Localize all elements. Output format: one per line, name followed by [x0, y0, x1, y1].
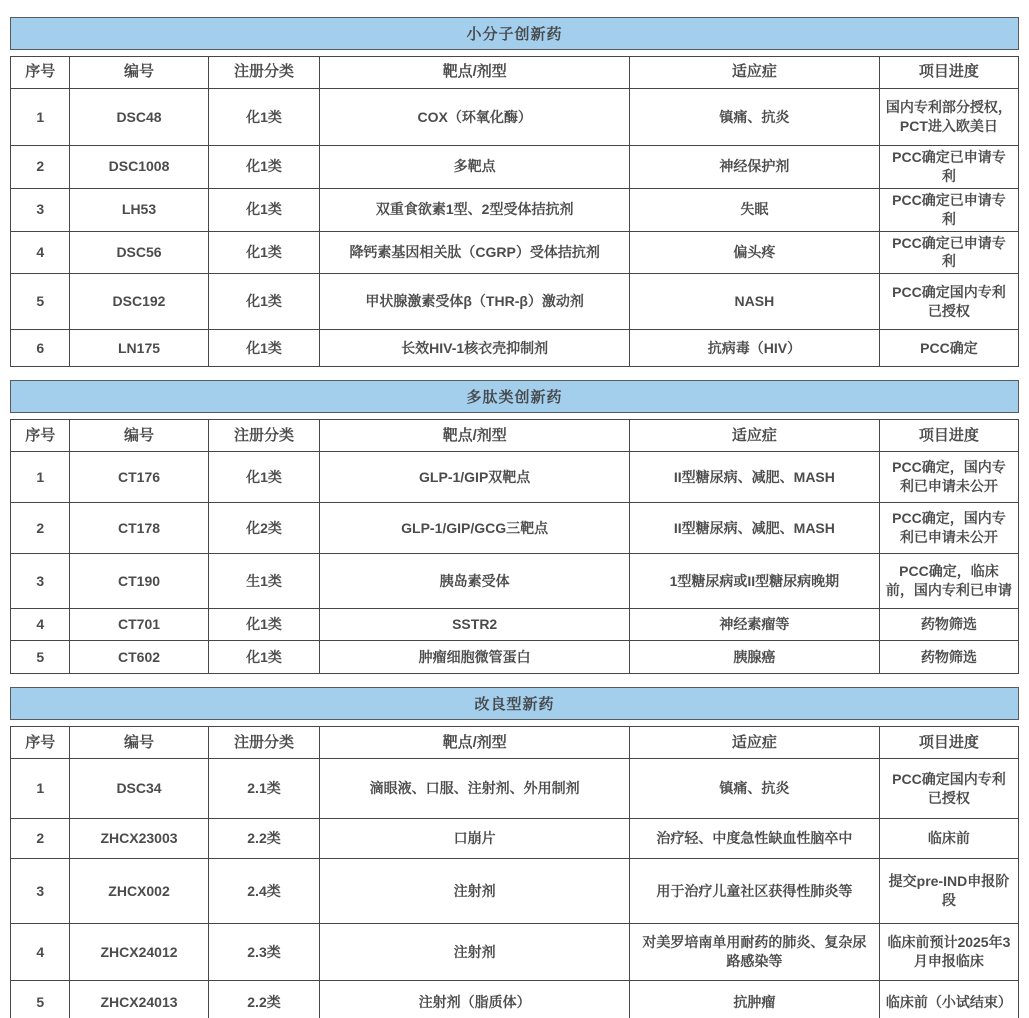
column-header-progress: 项目进度: [879, 57, 1018, 89]
header-row: [11, 420, 1019, 452]
table-cell: 1型糖尿病或II型糖尿病晚期: [629, 554, 879, 609]
table-row: [11, 981, 1019, 1018]
table-cell: LN175: [70, 330, 208, 367]
table-cell: 神经保护剂: [629, 146, 879, 189]
table-cell: 化1类: [208, 188, 320, 231]
table-cell: 镇痛、抗炎: [629, 89, 879, 146]
table-cell: 注射剂（脂质体）: [320, 981, 629, 1018]
column-header-code: 编号: [70, 57, 208, 89]
section-peptide: [10, 380, 1019, 674]
table-cell: DSC56: [70, 231, 208, 274]
table-cell: 偏头疼: [629, 231, 879, 274]
table-cell: 药物筛选: [879, 641, 1018, 674]
table-row: [11, 554, 1019, 609]
table-cell: 化1类: [208, 231, 320, 274]
improved-drug-table: [10, 726, 1019, 1018]
table-cell: 3: [11, 188, 70, 231]
table-row: [11, 274, 1019, 330]
table-cell: 4: [11, 231, 70, 274]
table-cell: PCC确定已申请专利: [879, 188, 1018, 231]
table-row: [11, 609, 1019, 641]
table-cell: 5: [11, 641, 70, 674]
table-cell: GLP-1/GIP/GCG三靶点: [320, 503, 629, 554]
column-header-code: 编号: [70, 420, 208, 452]
table-cell: 1: [11, 759, 70, 819]
table-cell: 口崩片: [320, 819, 629, 859]
table-cell: ZHCX002: [70, 859, 208, 924]
table-cell: 抗肿瘤: [629, 981, 879, 1018]
table-cell: 治疗轻、中度急性缺血性脑卒中: [629, 819, 879, 859]
table-cell: PCC确定，临床前，国内专利已申请: [879, 554, 1018, 609]
table-row: [11, 146, 1019, 189]
table-cell: 胰岛素受体: [320, 554, 629, 609]
table-cell: 2.1类: [208, 759, 320, 819]
table-cell: 长效HIV-1核衣壳抑制剂: [320, 330, 629, 367]
table-cell: 多靶点: [320, 146, 629, 189]
table-cell: 1: [11, 452, 70, 503]
table-cell: DSC192: [70, 274, 208, 330]
table-cell: ZHCX24012: [70, 924, 208, 981]
table-cell: 2: [11, 503, 70, 554]
table-row: [11, 641, 1019, 674]
table-cell: 化2类: [208, 503, 320, 554]
column-header-reg-class: 注册分类: [208, 420, 320, 452]
column-header-target: 靶点/剂型: [320, 420, 629, 452]
table-cell: 化1类: [208, 146, 320, 189]
table-cell: 降钙素基因相关肽（CGRP）受体拮抗剂: [320, 231, 629, 274]
column-header-index: 序号: [11, 727, 70, 759]
header-row: [11, 727, 1019, 759]
table-cell: II型糖尿病、减肥、MASH: [629, 452, 879, 503]
column-header-target: 靶点/剂型: [320, 727, 629, 759]
table-cell: 胰腺癌: [629, 641, 879, 674]
table-cell: 2: [11, 819, 70, 859]
table-cell: PCC确定已申请专利: [879, 231, 1018, 274]
table-cell: 3: [11, 859, 70, 924]
table-cell: LH53: [70, 188, 208, 231]
table-cell: 6: [11, 330, 70, 367]
table-cell: 神经素瘤等: [629, 609, 879, 641]
table-cell: CT190: [70, 554, 208, 609]
column-header-index: 序号: [11, 420, 70, 452]
table-cell: CT176: [70, 452, 208, 503]
table-cell: DSC1008: [70, 146, 208, 189]
table-cell: 甲状腺激素受体β（THR-β）激动剂: [320, 274, 629, 330]
column-header-reg-class: 注册分类: [208, 57, 320, 89]
table-cell: CT602: [70, 641, 208, 674]
table-title-peptide: 多肽类创新药: [10, 380, 1019, 413]
table-cell: 化1类: [208, 641, 320, 674]
table-cell: 国内专利部分授权，PCT进入欧美日: [879, 89, 1018, 146]
table-row: [11, 89, 1019, 146]
column-header-indication: 适应症: [629, 420, 879, 452]
table-cell: II型糖尿病、减肥、MASH: [629, 503, 879, 554]
table-cell: DSC48: [70, 89, 208, 146]
column-header-target: 靶点/剂型: [320, 57, 629, 89]
table-cell: PCC确定国内专利已授权: [879, 759, 1018, 819]
peptide-table: [10, 419, 1019, 674]
table-cell: 注射剂: [320, 859, 629, 924]
table-row: [11, 330, 1019, 367]
table-cell: 5: [11, 274, 70, 330]
table-cell: NASH: [629, 274, 879, 330]
table-cell: GLP-1/GIP双靶点: [320, 452, 629, 503]
table-row: [11, 188, 1019, 231]
table-cell: 化1类: [208, 452, 320, 503]
table-row: [11, 503, 1019, 554]
table-row: [11, 924, 1019, 981]
table-cell: 2.2类: [208, 819, 320, 859]
table-cell: PCC确定，国内专利已申请未公开: [879, 503, 1018, 554]
table-row: [11, 819, 1019, 859]
table-cell: 失眠: [629, 188, 879, 231]
table-cell: PCC确定国内专利已授权: [879, 274, 1018, 330]
table-cell: CT178: [70, 503, 208, 554]
table-cell: 滴眼液、口服、注射剂、外用制剂: [320, 759, 629, 819]
table-cell: 化1类: [208, 89, 320, 146]
column-header-progress: 项目进度: [879, 420, 1018, 452]
column-header-indication: 适应症: [629, 727, 879, 759]
table-cell: 化1类: [208, 609, 320, 641]
table-row: [11, 452, 1019, 503]
table-row: [11, 859, 1019, 924]
table-cell: 用于治疗儿童社区获得性肺炎等: [629, 859, 879, 924]
table-cell: PCC确定已申请专利: [879, 146, 1018, 189]
table-cell: 对美罗培南单用耐药的肺炎、复杂尿路感染等: [629, 924, 879, 981]
table-cell: 抗病毒（HIV）: [629, 330, 879, 367]
table-cell: ZHCX23003: [70, 819, 208, 859]
table-cell: CT701: [70, 609, 208, 641]
column-header-progress: 项目进度: [879, 727, 1018, 759]
table-cell: SSTR2: [320, 609, 629, 641]
column-header-code: 编号: [70, 727, 208, 759]
table-cell: 4: [11, 924, 70, 981]
table-title-improved: 改良型新药: [10, 687, 1019, 720]
table-cell: 化1类: [208, 330, 320, 367]
table-cell: 5: [11, 981, 70, 1018]
table-cell: PCC确定: [879, 330, 1018, 367]
small-molecule-table: [10, 56, 1019, 367]
table-cell: 3: [11, 554, 70, 609]
table-cell: 注射剂: [320, 924, 629, 981]
table-cell: 药物筛选: [879, 609, 1018, 641]
table-cell: 提交pre-IND申报阶段: [879, 859, 1018, 924]
table-row: [11, 231, 1019, 274]
table-cell: 临床前（小试结束）: [879, 981, 1018, 1018]
table-cell: 生1类: [208, 554, 320, 609]
header-row: [11, 57, 1019, 89]
table-cell: COX（环氧化酶）: [320, 89, 629, 146]
section-small-molecule: [10, 17, 1019, 367]
column-header-reg-class: 注册分类: [208, 727, 320, 759]
table-cell: 化1类: [208, 274, 320, 330]
column-header-index: 序号: [11, 57, 70, 89]
table-cell: 2.3类: [208, 924, 320, 981]
column-header-indication: 适应症: [629, 57, 879, 89]
table-cell: 临床前: [879, 819, 1018, 859]
table-cell: PCC确定，国内专利已申请未公开: [879, 452, 1018, 503]
table-row: [11, 759, 1019, 819]
table-cell: 2.2类: [208, 981, 320, 1018]
table-cell: 4: [11, 609, 70, 641]
table-cell: 临床前预计2025年3月申报临床: [879, 924, 1018, 981]
table-cell: 1: [11, 89, 70, 146]
table-cell: 双重食欲素1型、2型受体拮抗剂: [320, 188, 629, 231]
section-improved: [10, 687, 1019, 1018]
table-cell: 镇痛、抗炎: [629, 759, 879, 819]
table-cell: 肿瘤细胞微管蛋白: [320, 641, 629, 674]
table-cell: DSC34: [70, 759, 208, 819]
table-cell: ZHCX24013: [70, 981, 208, 1018]
table-cell: 2: [11, 146, 70, 189]
table-title-small-molecule: 小分子创新药: [10, 17, 1019, 50]
table-cell: 2.4类: [208, 859, 320, 924]
